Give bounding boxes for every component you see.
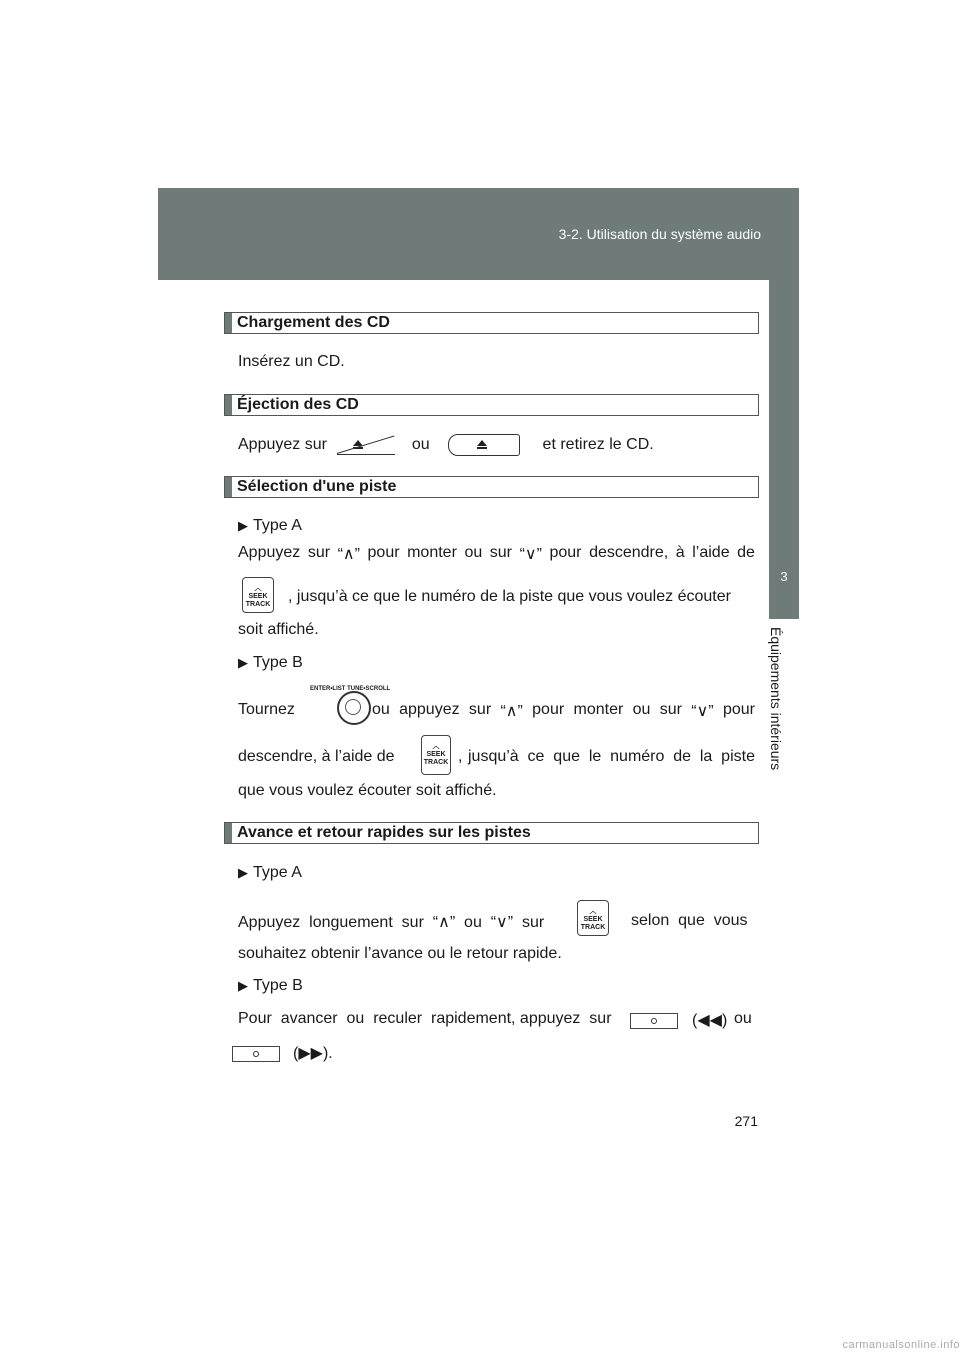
w: pour [532,701,565,718]
text-or: ou [734,1010,752,1027]
text: Type A [253,517,302,534]
section-title: Éjection des CD [237,396,359,413]
seek-back-button-icon [630,1013,678,1029]
knob-label: ENTER•LIST TUNE•SCROLL [310,686,391,692]
section-head-load [224,312,759,334]
text: Type B [253,654,303,671]
type-a-label [238,517,302,535]
w: sur [307,544,331,561]
section-head-eject [224,394,759,416]
seek-track-icon: ︿ SEEK TRACK [242,577,274,613]
w: pour [549,544,582,561]
select-b-line2-pre: descendre, à l’aide de [238,748,395,765]
watermark: carmanualsonline.info [842,1339,960,1351]
section-title: Sélection d'une piste [237,478,397,495]
w: sur [468,701,492,718]
w: ou [632,701,651,718]
side-tab [769,280,799,552]
load-text: Insérez un CD. [238,353,345,370]
w: que [553,748,580,765]
text: Type A [253,864,302,881]
w: Appuyez [238,544,301,561]
w: la [699,748,713,765]
arrow-icon: ▶ [238,865,248,880]
arrow-icon: ▶ [238,978,248,993]
type-a-label [238,864,302,882]
w: jusqu’à [468,748,519,765]
header-band [158,188,799,280]
section-title: Avance et retour rapides sur les pistes [237,824,531,841]
w: pour [722,701,755,718]
select-a-line2: , jusqu’à ce que le numéro de la piste que vous voulez écouter [288,588,731,605]
section-title: Chargement des CD [237,314,390,331]
w: numéro [610,748,665,765]
text: Type B [253,977,303,994]
comma: , [458,748,463,765]
eject-button-a-icon [337,436,395,455]
section-head-select [224,476,759,498]
track-label: TRACK [245,601,271,608]
seek-track-icon: ︿ SEEK TRACK [421,735,451,775]
w: pour [367,544,400,561]
select-b-pre: Tournez [238,701,295,718]
w: “∧” [337,546,360,563]
track-label: TRACK [423,759,449,766]
w: piste [721,748,755,765]
text: Appuyez sur [238,436,327,454]
section-head-fast [224,822,759,844]
w: l’aide [692,544,730,561]
select-a-line1 [238,544,755,564]
fast-b-line1: Pour avancer ou reculer rapidement, appuyez sur [238,1010,612,1027]
w: sur [489,544,513,561]
w: “∨” [519,546,542,563]
w: appuyez [399,701,460,718]
w: monter [573,701,624,718]
w: ce [527,748,545,765]
eject-button-b-icon [448,434,520,456]
select-a-line3: soit affiché. [238,621,319,638]
arrow-icon: ▶ [238,655,248,670]
w: monter [407,544,457,561]
type-b-label [238,977,303,995]
text: ou [411,436,430,454]
w: ou [464,544,483,561]
fast-a-line2: souhaitez obtenir l’avance ou le retour rapide. [238,945,562,962]
w: “∧” [500,703,523,720]
seek-label: SEEK [248,593,268,600]
fast-a-line1-post: selon que vous [631,912,748,929]
w: de [737,544,755,561]
chapter-label [769,619,799,849]
seek-label: SEEK [426,751,446,758]
seek-label: SEEK [583,916,603,923]
chapter-number: 3 [769,552,799,619]
w: à [675,544,685,561]
arrow-icon: ▶ [238,518,248,533]
type-b-label [238,654,303,672]
w: sur [659,701,682,718]
page-number: 271 [734,1113,758,1129]
tune-knob-icon [337,691,371,725]
fast-a-line1-pre: Appuyez longuement sur “∧” ou “∨” sur [238,914,545,931]
forward-label: (▶▶). [293,1045,333,1062]
eject-line [238,434,654,456]
select-b-line3: que vous voulez écouter soit affiché. [238,782,497,799]
track-label: TRACK [580,924,606,931]
select-b-line2 [468,748,755,766]
rewind-label: (◀◀) [692,1012,728,1029]
header-section-title: 3-2. Utilisation du système audio [558,226,761,242]
seek-forward-button-icon [232,1046,280,1062]
seek-track-icon: ︿ SEEK TRACK [577,900,609,936]
w: le [588,748,602,765]
text: et retirez le CD. [542,436,654,454]
w: “∨” [691,703,714,720]
w: de [673,748,692,765]
w: ou [372,701,390,718]
w: descendre, [589,544,669,561]
chapter-label-text: Équipements intérieurs [768,627,784,771]
select-b-line1 [372,701,755,721]
